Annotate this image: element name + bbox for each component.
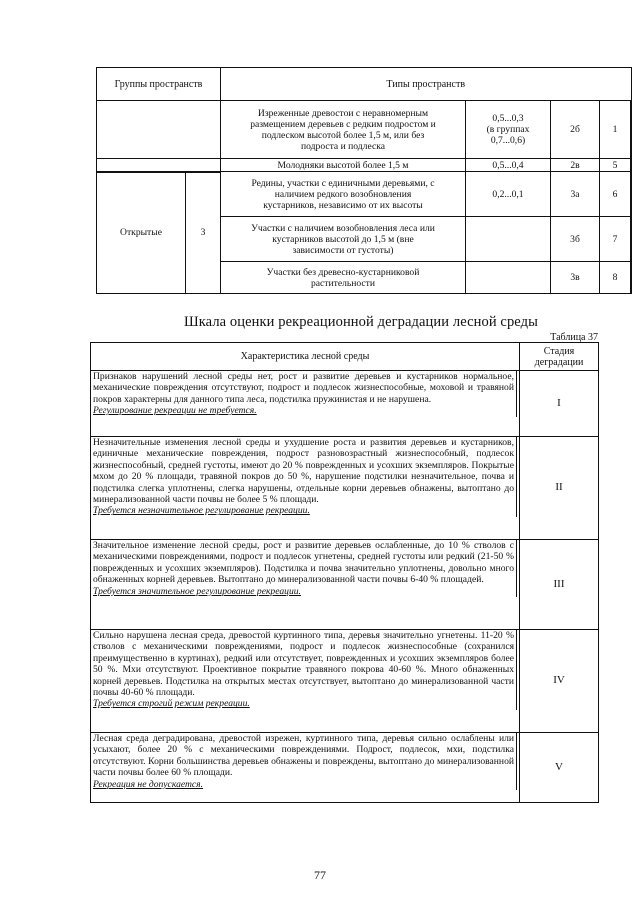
section-heading: Шкала оценки рекреационной деградации лесной среды: [184, 314, 538, 330]
space-type-text: Участки без древесно-кустарниковой растительности: [221, 262, 466, 294]
characteristic-text: Значительное изменение лесной среды, рост и развитие деревьев ослабленные, до 10 % стволов с механическими повреждениями, подрост и подлесок угнетены, средней густоты или редкий (21-50 % поврежденных и усохших экземпляров). Подстилка и почва значительно уплотнены, довольно много обнаженных корней деревьев. Вытоптано до минерализованной части почвы 6-40 % площадей.: [93, 540, 514, 586]
characteristic-cell: [91, 733, 520, 803]
space-code: 3б: [551, 217, 600, 262]
space-type-text: Молодняки высотой более 1,5 м: [221, 159, 466, 172]
space-number: 8: [600, 262, 632, 294]
characteristic-cell: [91, 540, 520, 630]
density-value: [466, 217, 551, 262]
space-code: 3в: [551, 262, 600, 294]
stage-value: III: [520, 540, 599, 630]
density-value: [466, 262, 551, 294]
group-open-number: 3: [186, 172, 221, 294]
table-number: Таблица 37: [550, 332, 598, 343]
space-types-table: [96, 67, 632, 294]
recommendation-text: Требуется незначительное регулирование рекреации.: [93, 505, 310, 517]
space-number: 6: [600, 172, 632, 217]
recommendation-text: Требуется строгий режим рекреации.: [93, 698, 250, 710]
recommendation-text: Регулирование рекреации не требуется.: [93, 405, 257, 417]
characteristic-cell: [91, 630, 520, 733]
stage-value: IV: [520, 630, 599, 733]
characteristic-text: Сильно нарушена лесная среда, древостой куртинного типа, деревья значительно угнетены. 11-20 % стволов с механическими повреждениями, подрост и подлесок жизнеспособные (сохранился преимущественно в куртинах), редкий или отсутствует, поврежденных и усохших экземпляров более 50 %. Мхи отсутствуют. Проективное покрытие травяного покрова 40-60 %. Много обнаженных корней деревьев. Подстилка на открытых местах отсутствует, вытоптано до минерализованной части почвы 40-60 % площади.: [93, 630, 514, 699]
space-code: 2б: [551, 101, 600, 159]
space-code: 2в: [551, 159, 600, 172]
characteristic-text: Лесная среда деградирована, древостой изрежен, куртинного типа, деревья сильно ослаблены или усыхают, более 20 % с механическими повреждениями. Подрост, подлесок, мхи, подстилка отсутствуют. Корни большинства деревьев обнажены и повреждены, вытоптано до минерализованной части почвы более 60 % площади.: [93, 733, 514, 779]
space-number: 7: [600, 217, 632, 262]
stage-value: V: [520, 733, 599, 803]
recommendation-text: Рекреация не допускается.: [93, 778, 204, 790]
space-number: 1: [600, 101, 632, 159]
density-value: 0,5...0,4: [466, 159, 551, 172]
characteristic-text: Признаков нарушений лесной среды нет, рост и развитие деревьев и кустарников нормальное, механические повреждения отсутствуют, подрост и подлесок жизнеспособные, моховой и травяной покров характерны для данного типа леса, подстилка пружинистая и не нарушена.: [93, 371, 514, 405]
characteristic-cell: [91, 437, 520, 540]
space-number: 5: [600, 159, 632, 172]
density-value: 0,5...0,3 (в группах 0,7...0,6): [466, 101, 551, 159]
characteristic-cell: [91, 371, 520, 437]
header-space-types: Типы пространств: [221, 68, 632, 101]
page-number: 77: [314, 868, 326, 882]
header-stage: Стадия деградации: [520, 343, 599, 371]
group-cell-empty: [97, 159, 221, 172]
stage-value: II: [520, 437, 599, 540]
space-type-text: Изреженные древостои с неравномерным размещением деревьев с редким подростом и подлеском высотой более 1,5 м, или без подроста и подлеска: [221, 101, 466, 159]
space-code: 3а: [551, 172, 600, 217]
header-space-groups: Группы пространств: [97, 68, 221, 101]
group-open: Открытые: [97, 172, 186, 294]
space-type-text: Участки с наличием возобновления леса или кустарников высотой до 1,5 м (вне зависимости от густоты): [221, 217, 466, 262]
recommendation-text: Требуется значительное регулирование рекреации.: [93, 585, 301, 597]
header-characteristic: Характеристика лесной среды: [91, 343, 520, 371]
stage-value: I: [520, 371, 599, 437]
group-cell-empty: [97, 101, 221, 159]
characteristic-text: Незначительные изменения лесной среды и ухудшение роста и развития деревьев и кустарников, единичные механические повреждения, подрост разновозрастный жизнеспособный, подлесок жизнеспособный, средней густоты, имеют до 20 % поврежденных и усохших экземпляров. Покрытые мхом до 20 % площади, травяной покров до 50 %, нарушение подстилки незначительное, почва и подстилка слегка уплотнены, слегка нарушены, отдельные корни деревьев обнажены, вытоптано до минерализованной части почвы не более 5 % площади.: [93, 437, 514, 506]
degradation-table: [90, 342, 599, 803]
density-value: 0,2...0,1: [466, 172, 551, 217]
space-type-text: Редины, участки с единичными деревьями, с наличием редкого возобновления кустарников, независимо от их высоты: [221, 172, 466, 217]
